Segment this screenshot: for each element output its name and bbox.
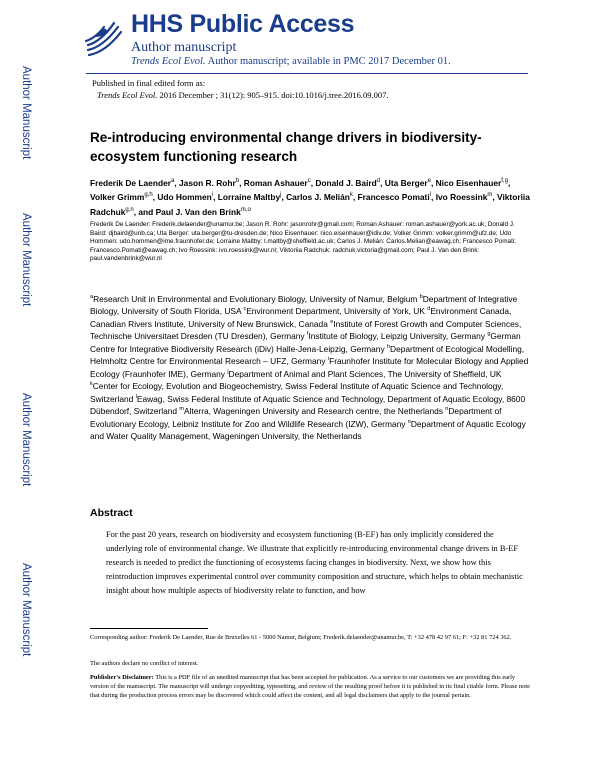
citation-line [97,90,388,100]
affiliation-text: Environment Canada, Canadian Rivers Institute, University of New Brunswick, Canada [90,306,512,329]
side-label-3: Author Manuscript [20,393,32,487]
side-label-4: Author Manuscript [20,563,32,657]
author-name: Jason R. Rohr [179,178,236,188]
article-title: Re-introducing environmental change drivers in biodiversity-ecosystem functioning research [90,130,482,164]
affiliation-text: Institute of Biology, Leipzig University, Germany [308,331,486,342]
author-name: Roman Ashauer [243,178,308,188]
affiliations [90,293,530,442]
author-affil-marker: m [487,192,493,199]
citation-journal: Trends Ecol Evol. [97,90,158,100]
author-affil-marker: g,n [125,206,134,213]
author-emails: Frederik De Laender: Frederik.delaender@unamur.be; Jason R. Rohr: jasonrohr@gmail.com; Roman Ashauer: roman.ashauer@york.ac.uk; Donald J. Baird: djbaird@unb.ca; Uta Berger: uta.berger@tu-dresden.de; Nico Eisenhauer: nico.eisenhauer@idiv.de; Volker Grimm: volker.grimm@ufz.de; Udo Hommen: udo.hommen@ime.fraunhofer.de; Lorraine Maltby: l.maltby@sheffield.ac.uk; Carlos J. Melián: Carlos.Melian@eawag.ch; Francesco Pomati: Francesco.Pomati@eawag.ch; Ivo Roessink: ivo.roessink@wur.nl; Viktoriia Radchuk: radchuk.victoria@gmail.com; Paul J. Van den Brink: paul.vandenbrink@wur.nl [90,221,517,263]
affiliation-text: Department of Integrative Biology, University of South Florida, USA [90,294,518,317]
published-label: Published in final edited form as: [92,78,206,88]
affiliation-text: Eawag, Swiss Federal Institute of Aquatic Science and Technology, Department of Aquatic Ecology, 8600 Dübendorf, Switzerland [90,393,526,417]
author-separator: , [239,178,244,188]
author-affil-marker: b [235,178,240,185]
author-affil-marker: i [211,192,214,199]
author-name: Francesco Pomati [357,192,430,203]
affiliation-marker: n [445,406,449,413]
author-affil-marker: c [307,178,311,185]
author-affil-marker: j [280,192,282,199]
author-name: Volker Grimm [90,192,145,203]
affiliation-marker: f [306,331,309,338]
affiliation-marker: b [419,294,423,301]
author-affil-marker: g,h [144,192,153,199]
author-name: Paul J. Van den Brink [155,206,241,217]
affiliation-text: Department of Aquatic Ecology and Water Quality Management, Wageningen University, the Netherlands [90,418,526,441]
affiliation-marker: k [90,381,93,388]
abstract-text: For the past 20 years, research on biodiversity and ecosystem functioning (B-EF) has only implicitly considered the underlying role of environmental change. We illustrate that explicitly re-introducing environmental change drivers in B-EF research is needed to predict the functioning of ecosystems facing changes in biodiversity. Next, we show how this reintroduction improves experimental control over community composition and structure, which helps to obtain mechanistic insight about how multiple aspects of biodiversity relate to function, and how [106,530,523,595]
affiliation-text: Department of Ecological Modelling, Helmholtz Centre for Environmental Research – UFZ, Germany [90,343,525,367]
affiliation-marker: i [327,356,330,363]
author-separator: , [352,192,358,203]
affiliation-text: Department of Evolutionary Ecology, Leibniz Institute for Zoo and Wildlife Research (IZW), Germany [90,406,502,429]
affiliation-marker: j [227,368,229,375]
author-name: Viktoriia Radchuk [90,192,530,217]
footnote-divider [90,628,208,629]
affiliation-text: Research Unit in Environmental and Evolutionary Biology, University of Namur, Belgium [93,294,418,304]
author-name: Donald J. Baird [315,178,377,188]
author-affil-marker: e [427,178,431,185]
journal-availability [131,56,451,67]
author-affil-marker: f,g [501,178,508,185]
affiliation-text: German Centre for Integrative Biodiversity Research (iDiv) Halle-Jena-Leipzig, Germany [90,331,521,354]
author-affil-marker: k [349,192,353,199]
affiliation-text: Fraunhofer Institute for Molecular Biology and Applied Ecology (Fraunhofer IME), Germany [90,356,529,379]
hhs-eagle-logo-icon [80,15,126,61]
affiliation-text: Alterra, Wageningen University and Research centre, the Netherlands [183,406,443,417]
author-affil-marker: m,o [240,206,251,213]
side-label-1: Author Manuscript [20,66,32,160]
abstract-heading: Abstract [90,507,133,519]
author-list [90,176,530,219]
affiliation-text: Department of Animal and Plant Sciences, The University of Sheffield, UK [228,368,502,379]
author-separator: , [174,178,179,188]
author-separator: , [152,192,158,203]
author-separator: , [281,192,287,203]
header-divider [86,73,528,74]
journal-abbrev: Trends Ecol Evol. [131,56,206,67]
author-name: Frederik De Laender [90,178,171,188]
publisher-disclaimer [90,673,530,700]
author-affil-marker: a [171,178,175,185]
affiliation-marker: d [427,306,431,313]
author-manuscript-label: Author manuscript [131,40,237,55]
disclaimer-text: This is a PDF file of an unedited manuscript that has been accepted for publication. As a service to our customers we are providing this early version of the manuscript. The manuscript will undergo copyediting, typesetting, and review of the resulting proof before it is published in its final citable form. Please note that during the production process errors may be discovered which could affect the content, and all legal disclaimers that apply to the journal pertain. [90,674,530,699]
affiliation-marker: e [330,319,334,326]
author-name: Ivo Roessink [435,192,488,203]
author-name: Carlos J. Melián [286,192,350,203]
affiliation-marker: a [90,294,94,301]
author-separator: , [430,178,436,188]
affiliation-marker: h [386,344,391,351]
author-name: Uta Berger [384,178,428,188]
author-name: Lorraine Maltby [217,192,281,203]
author-separator: , [492,192,498,203]
author-separator: , and [133,206,156,217]
page-header-title: HHS Public Access [131,10,355,38]
citation-details: 2016 December ; 31(12): 905–915. doi:10.1016/j.tree.2016.09.007. [159,90,389,100]
author-name: Udo Hommen [157,192,212,203]
author-separator: , [507,178,511,188]
affiliation-text: Environment Department, University of York, UK [246,306,425,317]
affiliation-text: Center for Ecology, Evolution and Biogeochemistry, Swiss Federal Institute of Aquatic Science and Technology, Switzerland [90,381,504,404]
conflict-statement: The authors declare no conflict of interest. [90,660,199,667]
author-separator: , [310,178,316,188]
author-separator: , [380,178,385,188]
availability-text: Author manuscript; available in PMC 2017 December 01. [207,56,451,67]
affiliation-marker: c [243,306,247,313]
author-affil-marker: l [429,192,432,199]
affiliation-marker: g [487,331,491,338]
author-name: Nico Eisenhauer [435,178,502,188]
affiliation-marker: l [135,393,137,400]
corresponding-author-note: Corresponding author: Frederik De Laender, Rue de Bruxelles 61 - 5000 Namur, Belgium; Frederik.delaender@unamur.be, T: +32 478 42 97 61; F: +32 81 724 362. [90,634,512,641]
author-separator: , [213,192,218,203]
affiliation-marker: o [407,418,411,425]
side-label-2: Author Manuscript [20,213,32,307]
author-separator: , [431,192,436,203]
author-affil-marker: d [376,178,381,185]
disclaimer-label: Publisher's Disclaimer: [90,674,154,681]
affiliation-text: Institute of Forest Growth and Computer Sciences, Technische Universitaet Dresden (TU Dresden), Germany [90,318,522,342]
affiliation-marker: m [179,406,184,413]
